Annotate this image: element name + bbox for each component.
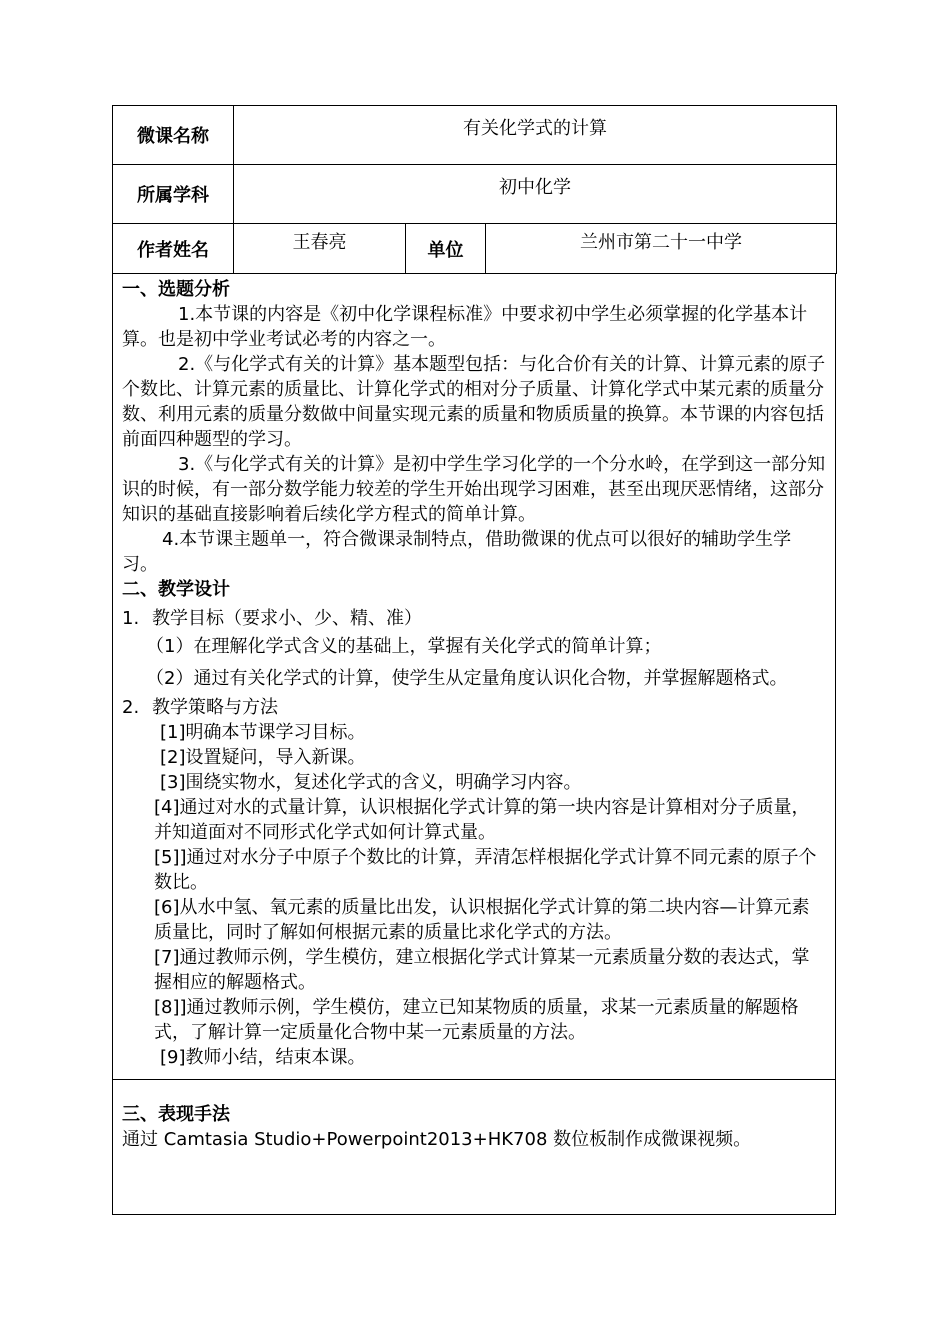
section1-heading: 一、选题分析 bbox=[122, 279, 230, 300]
unit-label: 单位 bbox=[406, 224, 486, 274]
strategy-step-4: [4]通过对水的式量计算，认识根据化学式计算的第一块内容是计算相对分子质量，并知道面对不同形式化学式如何计算式量。 bbox=[154, 797, 810, 843]
info-table bbox=[112, 105, 837, 274]
presentation-section bbox=[113, 1079, 835, 1214]
analysis-paragraph-2: 2.《与化学式有关的计算》基本题型包括：与化合价有关的计算、计算元素的原子个数比、计算元素的质量比、计算化学式的相对分子质量、计算化学式中某元素的质量分数、利用元素的质量分数做中间量实现元素的质量和物质质量的换算。本节课的内容包括前面四种题型的学习。 bbox=[122, 354, 826, 450]
author-label: 作者姓名 bbox=[113, 224, 234, 274]
strategy-step-6: [6]从水中氢、氧元素的质量比出发，认识根据化学式计算的第二块内容—计算元素质量比，同时了解如何根据元素的质量比求化学式的方法。 bbox=[154, 897, 810, 943]
goals-number: 1. bbox=[122, 608, 140, 629]
section2-heading: 二、教学设计 bbox=[122, 579, 230, 600]
author-value: 王春亮 bbox=[234, 224, 406, 274]
strategy-title: 教学策略与方法 bbox=[152, 697, 278, 718]
strategy-step-3: [3]围绕实物水，复述化学式的含义，明确学习内容。 bbox=[160, 772, 582, 793]
goal-2: （2）通过有关化学式的计算，使学生从定量角度认识化合物，并掌握解题格式。 bbox=[146, 668, 788, 689]
section3-heading: 三、表现手法 bbox=[122, 1104, 230, 1125]
strategy-item bbox=[122, 695, 826, 720]
strategy-step-1: [1]明确本节课学习目标。 bbox=[160, 722, 366, 743]
subject-value: 初中化学 bbox=[234, 165, 837, 224]
strategy-step-9: [9]教师小结，结束本课。 bbox=[160, 1047, 366, 1068]
goal-1: （1）在理解化学式含义的基础上，掌握有关化学式的简单计算； bbox=[146, 636, 662, 657]
goals-item bbox=[122, 606, 826, 631]
analysis-paragraph-3: 3.《与化学式有关的计算》是初中学生学习化学的一个分水岭，在学到这一部分知识的时候，有一部分数学能力较差的学生开始出现学习困难，甚至出现厌恶情绪，这部分知识的基础直接影响着后续化学方程式的简单计算。 bbox=[122, 454, 826, 525]
subject-row bbox=[113, 165, 837, 224]
goals-title: 教学目标（要求小、少、精、准） bbox=[152, 608, 422, 629]
course-name-value: 有关化学式的计算 bbox=[234, 106, 837, 165]
strategy-step-8: [8]]通过教师示例，学生模仿，建立已知某物质的质量，求某一元素质量的解题格式，了解计算一定质量化合物中某一元素质量的方法。 bbox=[154, 997, 799, 1043]
presentation-text: 通过 Camtasia Studio+Powerpoint2013+HK708 数位板制作成微课视频。 bbox=[122, 1129, 752, 1150]
analysis-design-section bbox=[113, 274, 835, 1079]
strategy-step-5: [5]]通过对水分子中原子个数比的计算，弄清怎样根据化学式计算不同元素的原子个数比。 bbox=[154, 847, 817, 893]
strategy-step-2: [2]设置疑问，导入新课。 bbox=[160, 747, 366, 768]
course-form bbox=[112, 105, 836, 1215]
course-name-row bbox=[113, 106, 837, 165]
course-name-label: 微课名称 bbox=[113, 106, 234, 165]
analysis-paragraph-4: 4.本节课主题单一，符合微课录制特点，借助微课的优点可以很好的辅助学生学习。 bbox=[122, 529, 792, 575]
analysis-paragraph-1: 1.本节课的内容是《初中化学课程标准》中要求初中学生必须掌握的化学基本计算。也是初中学业考试必考的内容之一。 bbox=[122, 304, 808, 350]
unit-value: 兰州市第二十一中学 bbox=[486, 224, 837, 274]
content-box bbox=[112, 274, 836, 1215]
strategy-step-7: [7]通过教师示例，学生模仿，建立根据化学式计算某一元素质量分数的表达式，掌握相应的解题格式。 bbox=[154, 947, 810, 993]
strategy-number: 2. bbox=[122, 697, 140, 718]
subject-label: 所属学科 bbox=[113, 165, 234, 224]
author-row bbox=[113, 224, 837, 274]
